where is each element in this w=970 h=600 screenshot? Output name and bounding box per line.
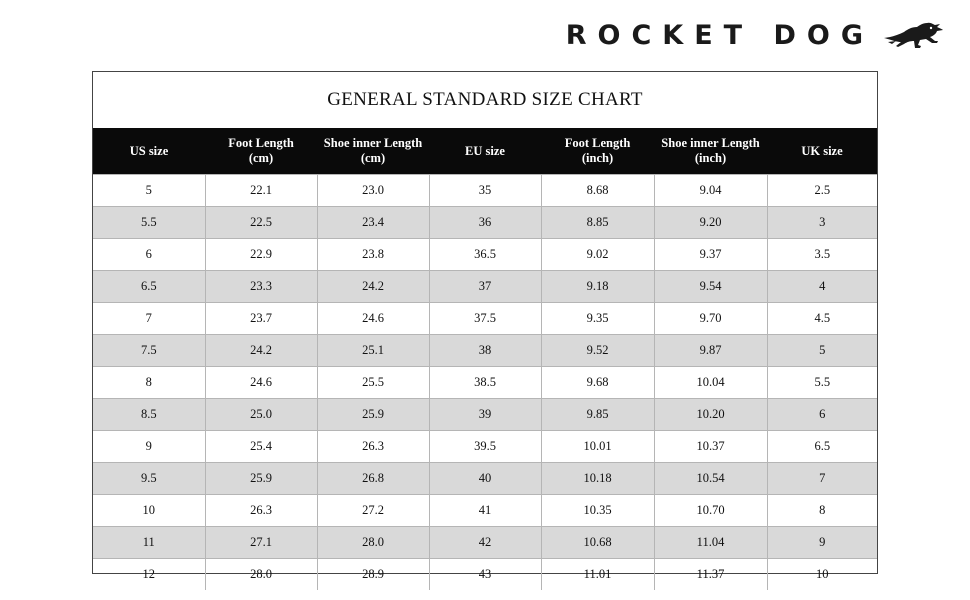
table-cell: 40: [429, 463, 541, 495]
column-header: [205, 128, 317, 175]
table-cell: 43: [429, 559, 541, 591]
table-cell: 26.3: [317, 431, 429, 463]
column-header: [767, 128, 877, 175]
column-header: [93, 128, 205, 175]
table-cell: 9.18: [541, 271, 654, 303]
table-cell: 38.5: [429, 367, 541, 399]
column-header-line: US size: [129, 143, 169, 158]
table-row: [93, 239, 877, 271]
table-cell: 8: [767, 495, 877, 527]
table-cell: 7: [93, 303, 205, 335]
table-cell: 36: [429, 207, 541, 239]
table-cell: 6.5: [93, 271, 205, 303]
brand-header: [566, 18, 944, 52]
table-cell: 9.02: [541, 239, 654, 271]
table-cell: 9.87: [654, 335, 767, 367]
table-cell: 8.85: [541, 207, 654, 239]
column-header: [654, 128, 767, 175]
column-header-line: (inch): [694, 151, 727, 165]
table-cell: 10.35: [541, 495, 654, 527]
table-row: [93, 303, 877, 335]
table-row: [93, 495, 877, 527]
table-cell: 11.01: [541, 559, 654, 591]
table-cell: 3: [767, 207, 877, 239]
table-cell: 24.2: [205, 335, 317, 367]
column-header-line: Shoe inner Length: [323, 136, 423, 150]
chart-title: GENERAL STANDARD SIZE CHART: [327, 89, 643, 110]
table-cell: 11.04: [654, 527, 767, 559]
size-chart: [92, 71, 878, 581]
table-cell: 41: [429, 495, 541, 527]
table-cell: 25.5: [317, 367, 429, 399]
table-cell: 24.2: [317, 271, 429, 303]
table-cell: 27.1: [205, 527, 317, 559]
table-cell: 6: [767, 399, 877, 431]
table-cell: 25.1: [317, 335, 429, 367]
table-cell: 22.9: [205, 239, 317, 271]
table-cell: 8.5: [93, 399, 205, 431]
table-cell: 9.54: [654, 271, 767, 303]
table-cell: 4.5: [767, 303, 877, 335]
table-header: [93, 128, 877, 175]
table-cell: 10.68: [541, 527, 654, 559]
table-cell: 5.5: [767, 367, 877, 399]
column-header-line: EU size: [465, 143, 505, 158]
table-row: [93, 399, 877, 431]
column-header-line: Foot Length: [228, 136, 294, 150]
table-cell: 7.5: [93, 335, 205, 367]
column-header-line: UK size: [801, 143, 843, 158]
table-cell: 28.0: [317, 527, 429, 559]
table-cell: 10.54: [654, 463, 767, 495]
table-cell: 10.04: [654, 367, 767, 399]
column-header: [317, 128, 429, 175]
table-cell: 9: [767, 527, 877, 559]
table-cell: 23.0: [317, 175, 429, 207]
table-cell: 39: [429, 399, 541, 431]
table-cell: 35: [429, 175, 541, 207]
table-cell: 24.6: [205, 367, 317, 399]
table-row: [93, 559, 877, 591]
table-cell: 9.52: [541, 335, 654, 367]
table-cell: 10: [767, 559, 877, 591]
table-row: [93, 271, 877, 303]
table-cell: 22.1: [205, 175, 317, 207]
table-cell: 37: [429, 271, 541, 303]
table-cell: 25.9: [205, 463, 317, 495]
table-cell: 26.8: [317, 463, 429, 495]
table-body: [93, 175, 877, 591]
table-cell: 22.5: [205, 207, 317, 239]
table-cell: 10.01: [541, 431, 654, 463]
table-row: [93, 175, 877, 207]
table-cell: 11: [93, 527, 205, 559]
table-cell: 8: [93, 367, 205, 399]
table-row: [93, 207, 877, 239]
table-cell: 5: [93, 175, 205, 207]
table-cell: 9.37: [654, 239, 767, 271]
size-table: [93, 128, 877, 590]
table-cell: 28.9: [317, 559, 429, 591]
table-cell: 25.0: [205, 399, 317, 431]
table-row: [93, 431, 877, 463]
table-cell: 39.5: [429, 431, 541, 463]
brand-name: ROCKET DOG: [565, 19, 874, 51]
table-row: [93, 367, 877, 399]
table-cell: 25.9: [317, 399, 429, 431]
column-header: [429, 128, 541, 175]
table-cell: 4: [767, 271, 877, 303]
table-row: [93, 527, 877, 559]
table-cell: 23.7: [205, 303, 317, 335]
column-header-line: (inch): [581, 151, 614, 165]
table-cell: 2.5: [767, 175, 877, 207]
column-header: [541, 128, 654, 175]
table-cell: 27.2: [317, 495, 429, 527]
table-cell: 9.85: [541, 399, 654, 431]
table-cell: 10.20: [654, 399, 767, 431]
table-cell: 28.0: [205, 559, 317, 591]
table-cell: 23.8: [317, 239, 429, 271]
column-header-line: Foot Length: [564, 136, 631, 150]
table-cell: 10: [93, 495, 205, 527]
table-cell: 12: [93, 559, 205, 591]
table-row: [93, 463, 877, 495]
column-header-line: (cm): [248, 151, 274, 165]
table-cell: 10.70: [654, 495, 767, 527]
table-cell: 38: [429, 335, 541, 367]
column-header-line: (cm): [360, 151, 386, 165]
table-cell: 36.5: [429, 239, 541, 271]
table-cell: 10.37: [654, 431, 767, 463]
table-cell: 8.68: [541, 175, 654, 207]
table-cell: 24.6: [317, 303, 429, 335]
running-dog-logo-icon: [882, 20, 944, 50]
table-cell: 9.20: [654, 207, 767, 239]
table-cell: 9.5: [93, 463, 205, 495]
table-cell: 37.5: [429, 303, 541, 335]
table-cell: 5: [767, 335, 877, 367]
table-row: [93, 335, 877, 367]
table-cell: 10.18: [541, 463, 654, 495]
table-cell: 23.4: [317, 207, 429, 239]
table-cell: 9.35: [541, 303, 654, 335]
column-header-line: Shoe inner Length: [661, 136, 760, 150]
table-cell: 3.5: [767, 239, 877, 271]
table-cell: 9.70: [654, 303, 767, 335]
table-cell: 26.3: [205, 495, 317, 527]
table-cell: 23.3: [205, 271, 317, 303]
table-cell: 9: [93, 431, 205, 463]
table-cell: 9.68: [541, 367, 654, 399]
table-cell: 6.5: [767, 431, 877, 463]
table-cell: 25.4: [205, 431, 317, 463]
table-cell: 5.5: [93, 207, 205, 239]
table-cell: 9.04: [654, 175, 767, 207]
table-cell: 11.37: [654, 559, 767, 591]
table-cell: 6: [93, 239, 205, 271]
table-cell: 42: [429, 527, 541, 559]
table-cell: 7: [767, 463, 877, 495]
